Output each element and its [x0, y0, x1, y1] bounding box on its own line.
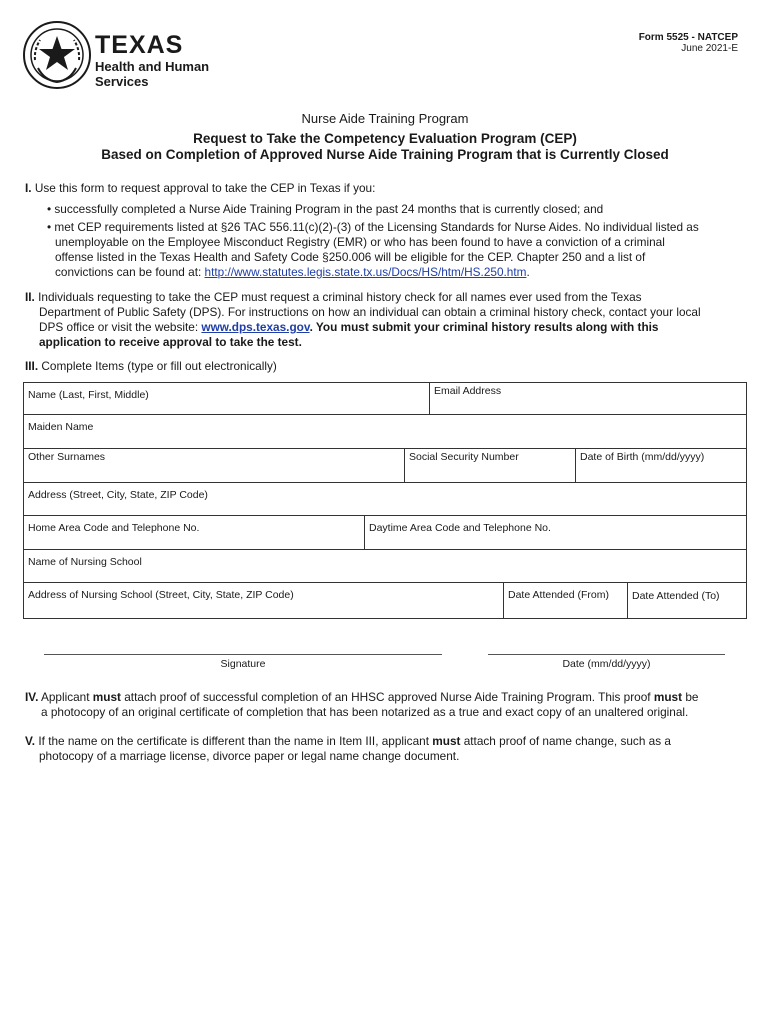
form-row-5 [24, 516, 746, 550]
org-sub-line1: Health and Human [95, 59, 210, 74]
section-4 [25, 690, 747, 720]
email-field[interactable]: Email Address [434, 385, 502, 397]
other-surnames-field[interactable]: Other Surnames [24, 449, 405, 482]
bullet-2-line4-pre: convictions can be found at: [55, 265, 205, 279]
section-1-number: I. [25, 181, 32, 195]
school-name-field[interactable]: Name of Nursing School [28, 556, 142, 568]
school-address-field[interactable]: Address of Nursing School (Street, City, State, ZIP Code) [24, 583, 504, 618]
section-4-must-2: must [653, 690, 683, 704]
section-5-line2: photocopy of a marriage license, divorce paper or legal name change document. [39, 749, 460, 763]
bullet-2-line3: offense listed in the Texas Health and Safety Code §250.006 will be eligible for the CEP. Chapter 250 and a list of [55, 250, 646, 264]
section-4-mid: attach proof of successful completion of an HHSC approved Nurse Aide Training Program. This proof [120, 690, 654, 704]
section-1-bullet-1: • successfully completed a Nurse Aide Training Program in the past 24 months that is currently closed; and [47, 202, 604, 216]
section-4-number: IV. [25, 690, 39, 704]
signature-label: Signature [220, 658, 266, 670]
section-4-line2: a photocopy of an original certificate of completion that has been notarized as a true and exact copy of an unaltered original. [41, 705, 689, 719]
texas-seal-icon [22, 20, 92, 90]
statutes-link[interactable]: http://www.statutes.legis.state.tx.us/Docs/HS/htm/HS.250.htm [204, 265, 527, 279]
section-2-line1-text: Individuals requesting to take the CEP must request a criminal history check for all names ever used from the Texas [34, 290, 642, 304]
section-3-text: Complete Items (type or fill out electronically) [38, 359, 277, 373]
section-5-pre: If the name on the certificate is different than the name in Item III, applicant [35, 734, 433, 748]
section-5-must: must [432, 734, 461, 748]
bullet-2-line1: • met CEP requirements listed at §26 TAC 556.11(c)(2)-(3) of the Licensing Standards for Nurse Aides. No individual listed as [47, 220, 699, 234]
home-phone-field[interactable]: Home Area Code and Telephone No. [24, 516, 365, 549]
program-name: Nurse Aide Training Program [301, 111, 469, 126]
applicant-info-form [23, 382, 747, 619]
section-2-number: II. [25, 290, 35, 304]
form-row-6 [24, 550, 746, 583]
signature-date-line[interactable] [488, 654, 725, 655]
section-3-number: III. [25, 359, 39, 373]
bullet-2-line2: unemployable on the Employee Misconduct Registry (EMR) or who has been found to have a conviction of a criminal [55, 235, 665, 249]
org-sub-line2: Services [95, 74, 149, 89]
name-field[interactable]: Name (Last, First, Middle) [24, 383, 430, 414]
date-from-field[interactable]: Date Attended (From) [504, 583, 628, 618]
section-1-intro [25, 181, 747, 196]
form-identifier [639, 32, 738, 54]
daytime-phone-field[interactable]: Daytime Area Code and Telephone No. [369, 522, 551, 534]
form-number: Form 5525 - NATCEP [638, 32, 738, 43]
section-1-bullet-2 [47, 220, 747, 280]
section-4-line1 [25, 690, 747, 705]
form-row-7 [24, 583, 746, 618]
date-to-field[interactable]: Date Attended (To) [632, 590, 720, 602]
form-row-4 [24, 483, 746, 516]
form-title-line1: Request to Take the Competency Evaluation Program (CEP) [193, 131, 577, 146]
section-5 [25, 734, 747, 764]
form-row-2 [24, 415, 746, 449]
address-field[interactable]: Address (Street, City, State, ZIP Code) [28, 489, 208, 501]
bullet-2-line4 [47, 265, 747, 280]
form-row-3 [24, 449, 746, 483]
section-2-line2: Department of Public Safety (DPS). For instructions on how an individual can obtain a criminal history check, contact your local [39, 305, 701, 319]
org-name: TEXAS [95, 31, 184, 59]
signature-line[interactable] [44, 654, 442, 655]
section-2-line3 [25, 320, 747, 335]
dps-link[interactable]: www.dps.texas.gov [201, 320, 310, 334]
maiden-name-field[interactable]: Maiden Name [28, 421, 94, 433]
hhs-logo [22, 20, 222, 92]
section-4-post: be [682, 690, 699, 704]
title-block [0, 111, 770, 163]
section-2-line3-pre: DPS office or visit the website: [39, 320, 202, 334]
section-2-line4: application to receive approval to take the test. [39, 335, 302, 349]
section-5-number: V. [25, 734, 36, 748]
form-date: June 2021-E [681, 43, 738, 54]
ssn-field[interactable]: Social Security Number [405, 449, 576, 482]
signature-date-label: Date (mm/dd/yyyy) [562, 658, 651, 670]
form-title-line2: Based on Completion of Approved Nurse Aide Training Program that is Currently Closed [101, 147, 669, 162]
form-row-1 [24, 383, 746, 415]
section-2-line3-bold: . You must submit your criminal history results along with this [309, 320, 659, 334]
section-4-pre: Applicant [38, 690, 93, 704]
section-2 [25, 290, 747, 350]
section-3-heading [25, 359, 747, 374]
dob-field[interactable]: Date of Birth (mm/dd/yyyy) [580, 451, 705, 463]
section-4-must-1: must [92, 690, 121, 704]
section-2-line1 [25, 290, 747, 305]
section-5-line1 [25, 734, 747, 749]
bullet-2-line4-post: . [526, 265, 530, 279]
section-1-text: Use this form to request approval to take the CEP in Texas if you: [31, 181, 376, 195]
org-subtitle [95, 59, 209, 89]
section-5-post: attach proof of name change, such as a [460, 734, 671, 748]
